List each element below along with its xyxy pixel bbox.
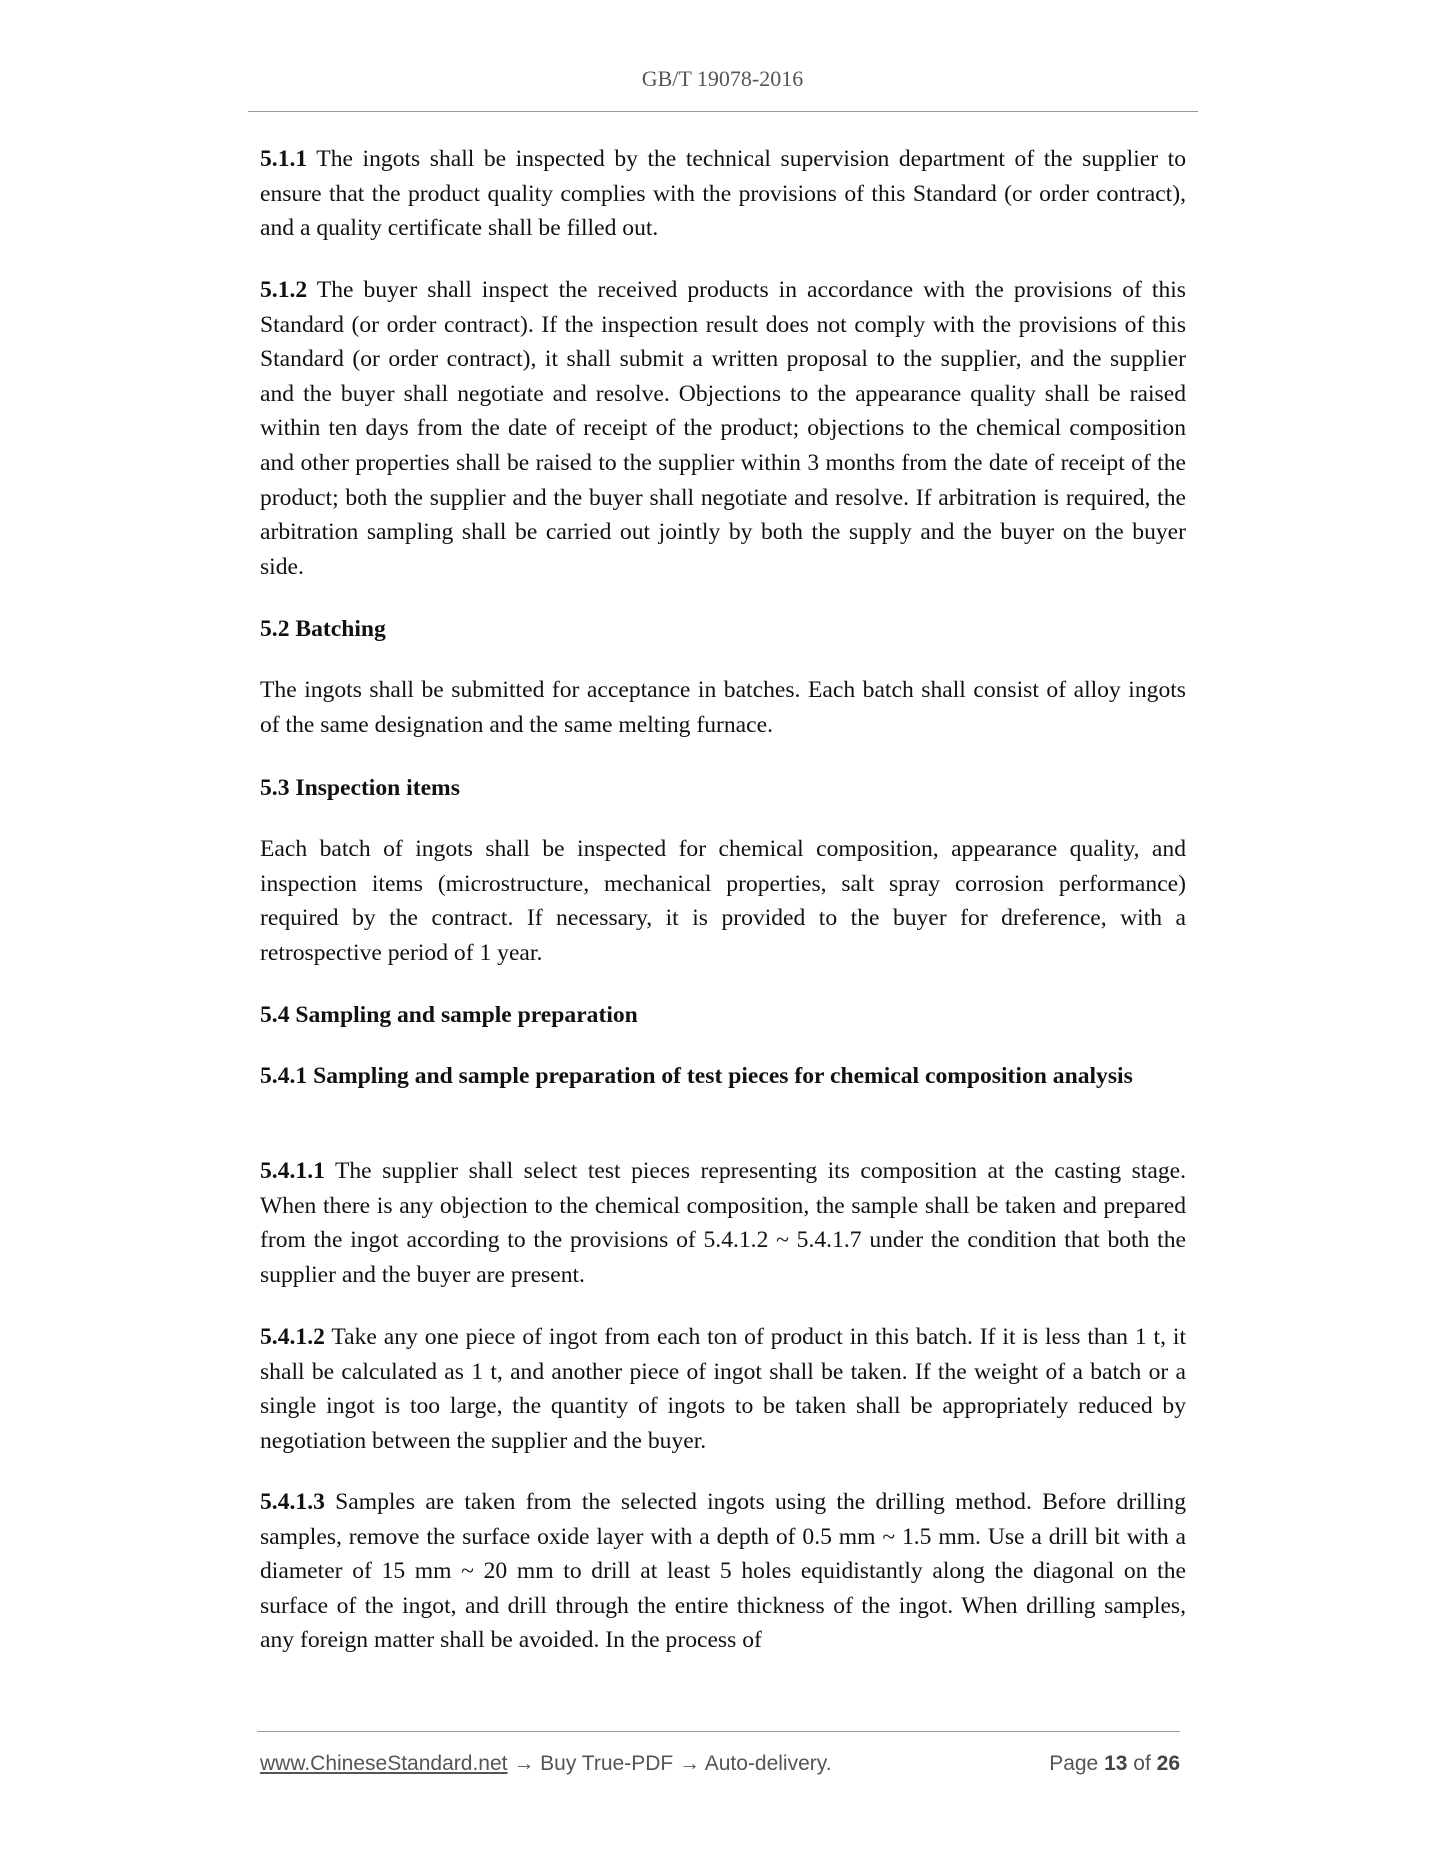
paragraph-5-4-1-3: 5.4.1.3 Samples are taken from the selected ingots using the drilling method. Before drilling samples, remove the surface oxide layer with a depth of 0.5 mm ~ 1.5 mm. Use a drill bit with a diameter of 15 mm ~ 20 mm to drill at least 5 holes equidistantly along the diagonal on the surface of the ingot, and drill through the entire thickness of the ingot. When drilling samples, any foreign matter shall be avoided. In the process of — [260, 1489, 1186, 1654]
document-header: GB/T 19078-2016 — [641, 66, 804, 91]
paragraph-5-4-1-2: 5.4.1.2 Take any one piece of ingot from each ton of product in this batch. If it is less than 1 t, it shall be calculated as 1 t, and another piece of ingot shall be taken. If the weight of a batch or a single ingot is too large, the quantity of ingots to be taken shall be appropriately reduced by negotiation between the supplier and the buyer. — [260, 1324, 1186, 1454]
paragraph-batching: The ingots shall be submitted for acceptance in batches. Each batch shall consist of alloy ingots of the same designation and the same melting furnace. — [260, 677, 1186, 738]
paragraph-inspection-items: Each batch of ingots shall be inspected for chemical composition, appearance quality, and inspection items (microstructure, mechanical properties, salt spray corrosion performance) required by the contract. If necessary, it is provided to the buyer for dreference, with a retrospective period of 1 year. — [260, 836, 1186, 966]
buy-text: Buy True-PDF — [540, 1752, 674, 1775]
heading-5-2: 5.2 Batching — [260, 616, 386, 642]
heading-5-3: 5.3 Inspection items — [260, 775, 460, 801]
heading-5-4-1: 5.4.1 Sampling and sample preparation of test pieces for chemical composition analysis — [260, 1063, 1133, 1089]
website-link[interactable]: www.ChineseStandard.net — [260, 1752, 508, 1775]
header-divider — [248, 111, 1198, 112]
paragraph-5-1-1: 5.1.1 The ingots shall be inspected by the technical supervision department of the supplier to ensure that the product quality complies with the provisions of this Standard (or order contract), and a quality certificate shall be filled out. — [260, 146, 1186, 242]
paragraph-5-1-2: 5.1.2 The buyer shall inspect the received products in accordance with the provisions of this Standard (or order contract). If the inspection result does not comply with the provisions of this Standard (or order contract), it shall submit a written proposal to the supplier, and the supplier and the buyer shall negotiate and resolve. Objections to the appearance quality shall be raised within ten days from the date of receipt of the product; objections to the chemical composition and other properties shall be raised to the supplier within 3 months from the date of receipt of the product; both the supplier and the buyer shall negotiate and resolve. If arbitration is required, the arbitration sampling shall be carried out jointly by both the supply and the buyer on the buyer side. — [260, 277, 1186, 580]
paragraph-5-4-1-1: 5.4.1.1 The supplier shall select test pieces representing its composition at the casting stage. When there is any objection to the chemical composition, the sample shall be taken and prepared from the ingot according to the provisions of 5.4.1.2 ~ 5.4.1.7 under the condition that both the supplier and the buyer are present. — [260, 1158, 1186, 1288]
footer — [260, 1752, 1180, 1776]
heading-5-4: 5.4 Sampling and sample preparation — [260, 1002, 638, 1028]
arrow-icon: → — [507, 1752, 541, 1775]
arrow-icon: → — [673, 1752, 705, 1775]
footer-divider — [257, 1731, 1180, 1732]
page-indicator: Page 13 of 26 — [1049, 1752, 1180, 1775]
delivery-text: Auto-delivery. — [704, 1752, 832, 1775]
